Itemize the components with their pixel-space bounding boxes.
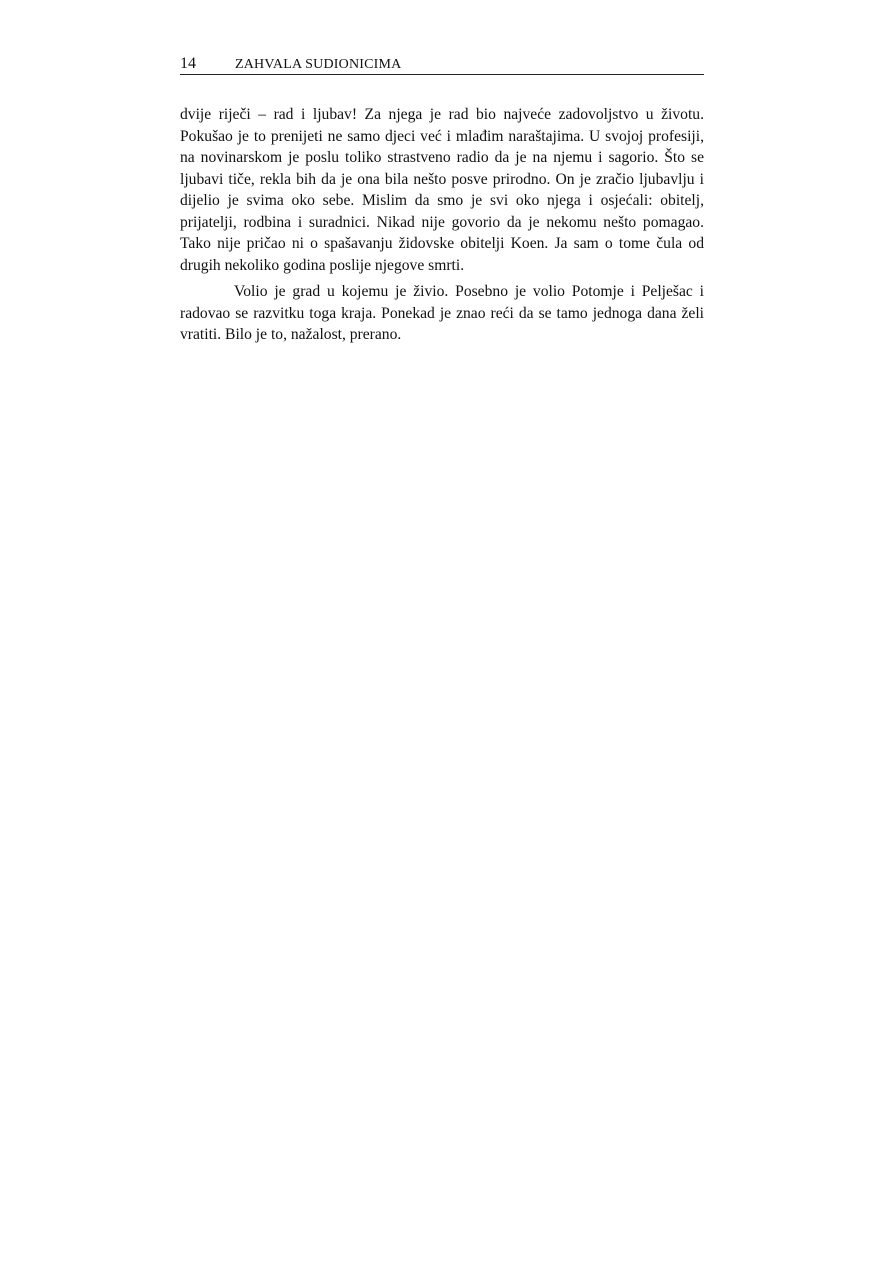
running-title: ZAHVALA SUDIONICIMA <box>235 57 402 72</box>
paragraph: Volio je grad u kojemu je živio. Posebno je volio Potomje i Pelješac i radovao se razvitku toga kraja. Ponekad je znao reći da se tamo jednoga dana želi vratiti. Bilo je to, nažalost, prerano. <box>180 283 704 343</box>
body-text <box>180 104 704 346</box>
running-header <box>180 54 704 75</box>
paragraph: dvije riječi – rad i ljubav! Za njega je rad bio najveće zadovoljstvo u životu. Pokušao je to prenijeti ne samo djeci već i mlađim naraštajima. U svojoj profesiji, na novinarskom je poslu toliko strastveno radio da je na njemu i sagorio. Što se ljubavi tiče, rekla bih da je ona bila nešto posve prirodno. On je zračio ljubavlju i dijelio je svima oko sebe. Mislim da smo je svi oko njega i osjećali: obitelj, prijatelji, rodbina i suradnici. Nikad nije govorio da je nekomu nešto pomagao. Tako nije pričao ni o spašavanju židovske obitelji Koen. Ja sam o tome čula od drugih nekoliko godina poslije njegove smrti. <box>180 106 704 274</box>
page-number: 14 <box>180 55 196 72</box>
